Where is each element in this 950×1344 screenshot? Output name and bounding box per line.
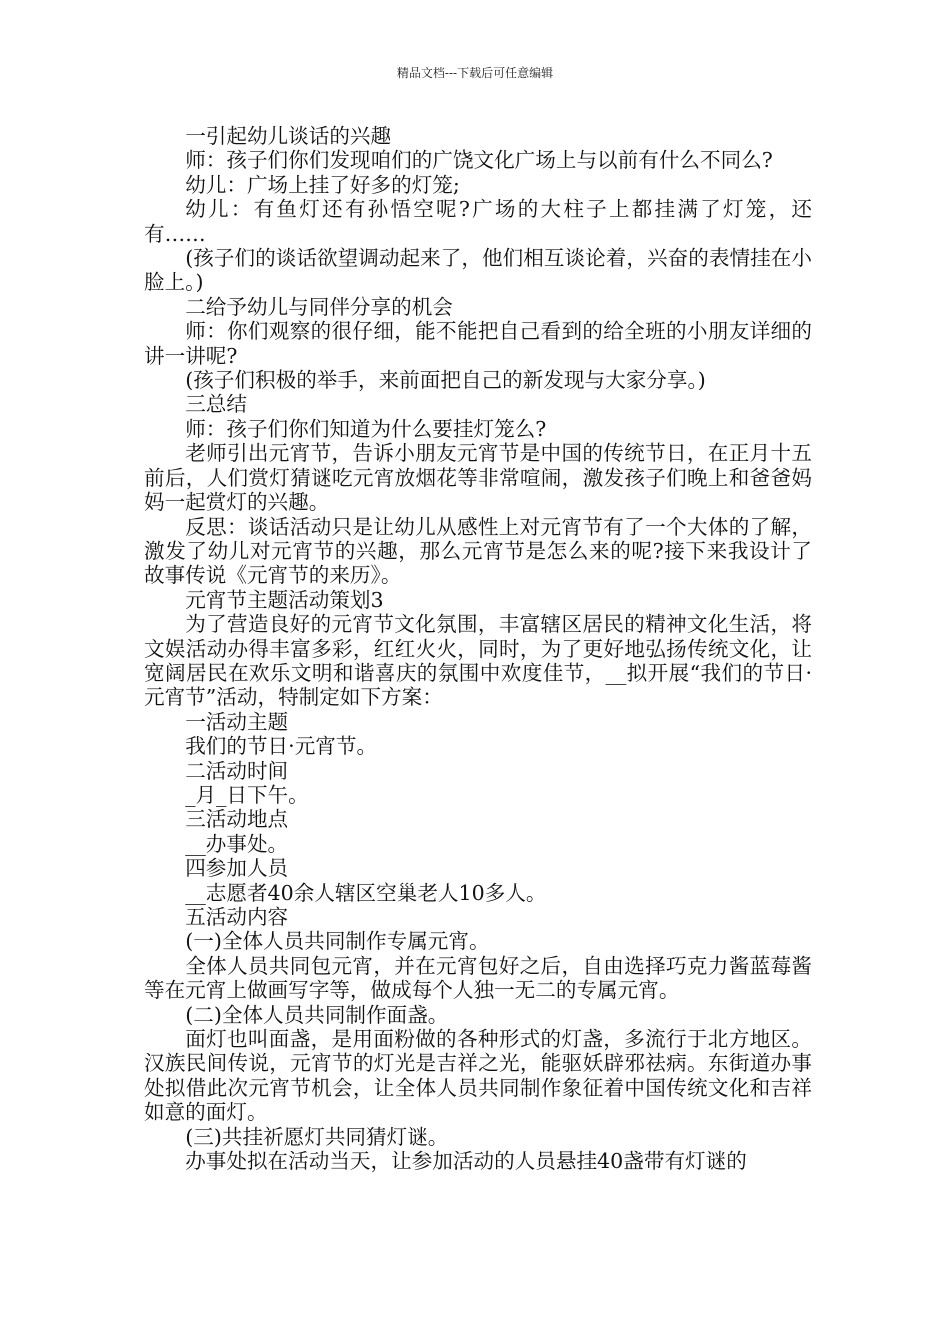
participants: __志愿者40余人辖区空巢老人10多人。 xyxy=(185,880,547,905)
participants-heading: 四参加人员 xyxy=(185,856,289,881)
page-header: 精品文档---下载后可任意编辑 xyxy=(396,66,554,80)
paragraph: 师：孩子们你们发现咱们的广饶文化广场上与以前有什么不同么? xyxy=(185,148,773,173)
intro-paragraph: 为了营造良好的元宵节文化氛围，丰富辖区居民的精神文化生活，将文娱活动办得丰富多彩，红红火火，同时，为了更好地弘扬传统文化，让宽阔居民在欢乐文明和谐喜庆的氛围中欢度佳节，__拟开展“我们的节日·元宵节”活动，特制定如下方案： xyxy=(144,612,812,710)
document-body xyxy=(144,124,812,1173)
paragraph: (孩子们积极的举手，来前面把自己的新发现与大家分享。) xyxy=(185,368,706,393)
paragraph: 幼儿：有鱼灯还有孙悟空呢?广场的大柱子上都挂满了灯笼，还有…… xyxy=(144,197,812,246)
paragraph: 面灯也叫面盏，是用面粉做的各种形式的灯盏，多流行于北方地区。汉族民间传说，元宵节的灯光是吉祥之光，能驱妖辟邪祛病。东街道办事处拟借此次元宵节机会，让全体人员共同制作象征着中国传统文化和吉祥如意的面灯。 xyxy=(144,1027,812,1125)
subsection-heading: (二)全体人员共同制作面盏。 xyxy=(185,1002,449,1027)
section-heading-1: 一引起幼儿谈话的兴趣 xyxy=(185,124,392,148)
reflection-paragraph: 反思：谈话活动只是让幼儿从感性上对元宵节有了一个大体的了解，激发了幼儿对元宵节的兴趣，那么元宵节是怎么来的呢?接下来我设计了故事传说《元宵节的来历》。 xyxy=(144,514,812,588)
activity-theme-heading: 一活动主题 xyxy=(185,709,289,734)
paragraph: 全体人员共同包元宵，并在元宵包好之后，自由选择巧克力酱蓝莓酱等在元宵上做画写字等，做成每个人独一无二的专属元宵。 xyxy=(144,953,812,1003)
activity-location-heading: 三活动地点 xyxy=(185,807,289,832)
subsection-heading: (三)共挂祈愿灯共同猜灯谜。 xyxy=(185,1124,449,1149)
paragraph: 师：你们观察的很仔细，能不能把自己看到的给全班的小朋友详细的讲一讲呢? xyxy=(144,319,812,368)
paragraph: (孩子们的谈话欲望调动起来了，他们相互谈论着，兴奋的表情挂在小脸上。) xyxy=(144,246,812,295)
activity-theme: 我们的节日·元宵节。 xyxy=(185,734,378,759)
activity-content-heading: 五活动内容 xyxy=(185,905,289,929)
section-heading-3: 三总结 xyxy=(185,392,247,417)
subsection-heading: (一)全体人员共同制作专属元宵。 xyxy=(185,929,490,954)
section-heading-2: 二给予幼儿与同伴分享的机会 xyxy=(185,294,453,319)
activity-time-heading: 二活动时间 xyxy=(185,758,289,783)
plan-title: 元宵节主题活动策划3 xyxy=(185,587,384,612)
paragraph: 师：孩子们你们知道为什么要挂灯笼么? xyxy=(185,416,547,441)
activity-location: __办事处。 xyxy=(185,831,289,856)
paragraph: 幼儿：广场上挂了好多的灯笼; xyxy=(185,172,460,197)
activity-time: _月_日下午。 xyxy=(185,782,309,807)
paragraph: 办事处拟在活动当天，让参加活动的人员悬挂40盏带有灯谜的 xyxy=(185,1149,747,1174)
paragraph: 老师引出元宵节，告诉小朋友元宵节是中国的传统节日，在正月十五前后，人们赏灯猜谜吃元宵放烟花等非常喧闹，激发孩子们晚上和爸爸妈妈一起赏灯的兴趣。 xyxy=(144,441,812,515)
